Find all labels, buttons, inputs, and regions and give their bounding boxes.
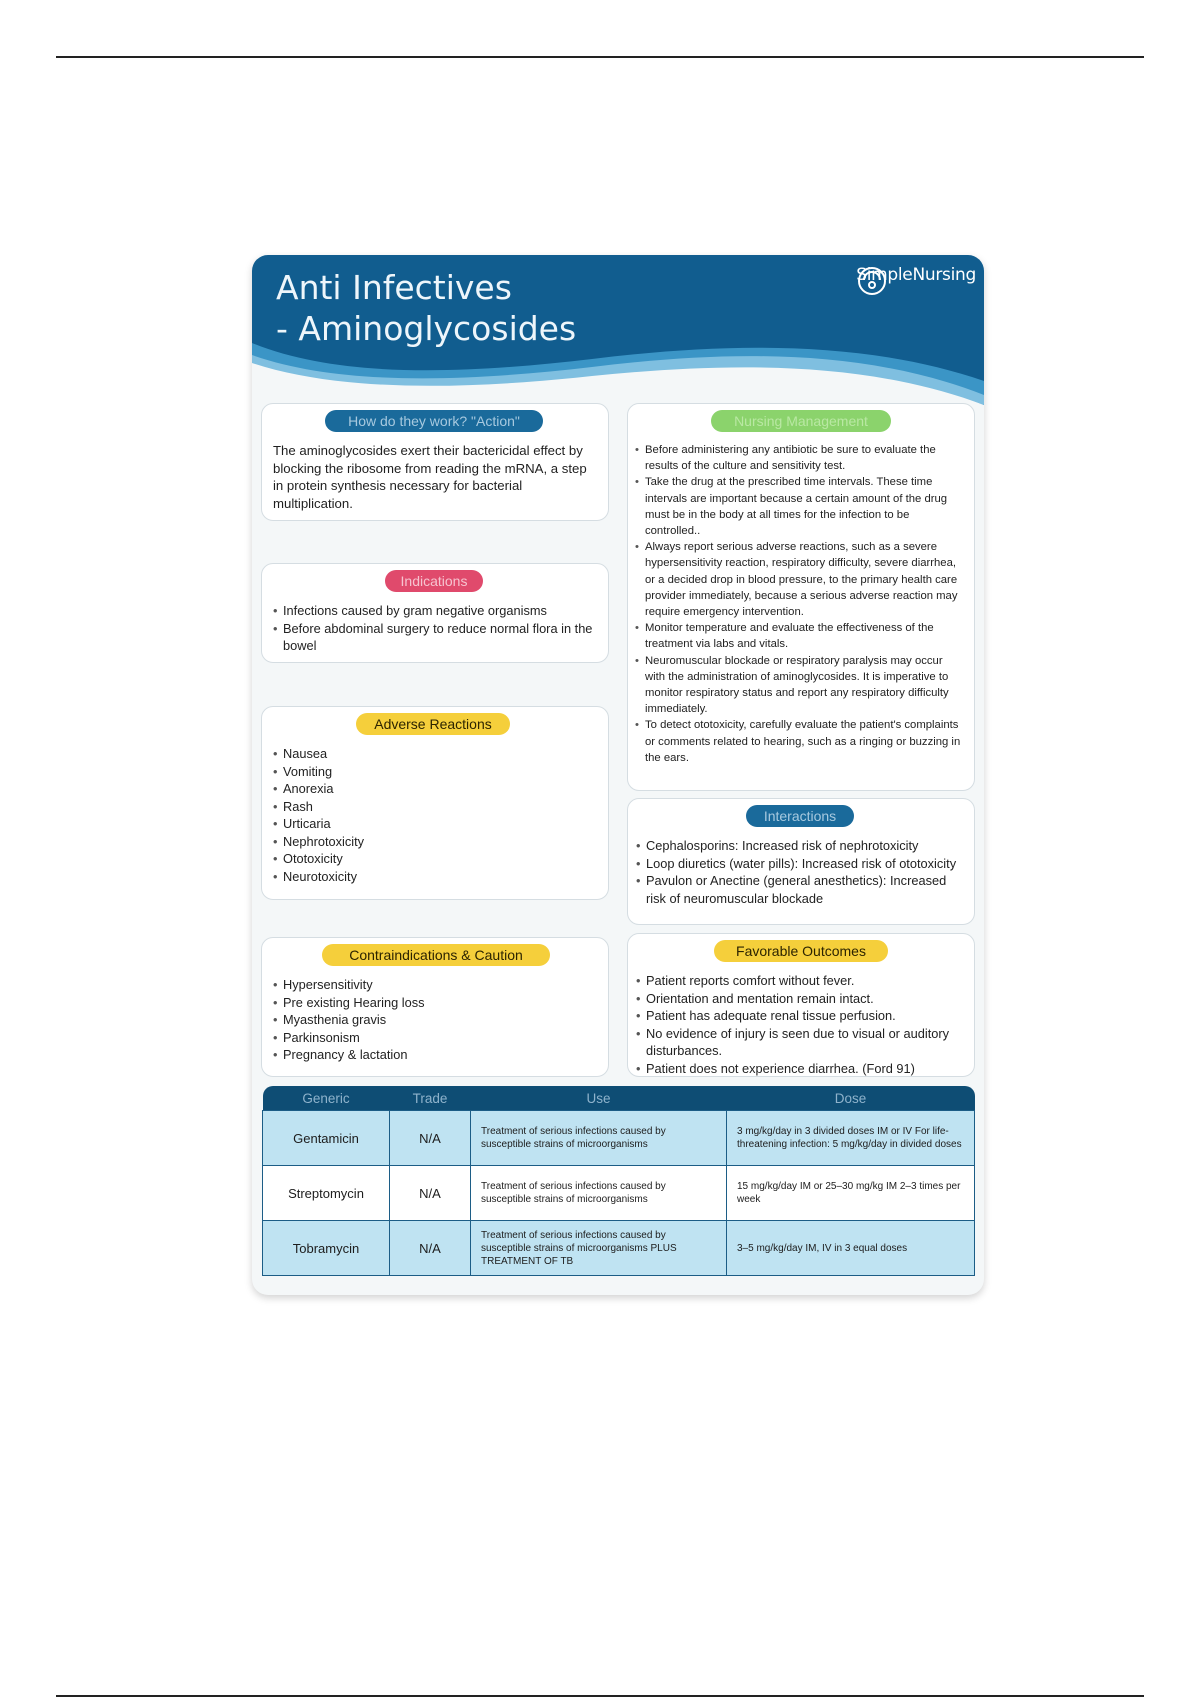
list-item: • Ototoxicity xyxy=(273,850,598,868)
dose-cell: 3 mg/kg/day in 3 divided doses IM or IV For life-threatening infection: 5 mg/kg/day in divided doses xyxy=(727,1111,975,1166)
contraindications-card xyxy=(261,937,609,1077)
column-header: Dose xyxy=(727,1086,975,1111)
list-item: • Cephalosporins: Increased risk of nephrotoxicity xyxy=(636,837,966,855)
list-item: • Pre existing Hearing loss xyxy=(273,994,598,1012)
list-item: • Monitor temperature and evaluate the effectiveness of the treatment via labs and vitals. xyxy=(635,620,965,652)
use-cell: Treatment of serious infections caused by susceptible strains of microorganisms xyxy=(471,1166,727,1221)
list-item: • No evidence of injury is seen due to visual or auditory disturbances. xyxy=(636,1025,966,1060)
table-row xyxy=(263,1111,975,1166)
list-item: • Nausea xyxy=(273,745,598,763)
page-title xyxy=(276,267,576,349)
list-item: • Patient reports comfort without fever. xyxy=(636,972,966,990)
dose-cell: 15 mg/kg/day IM or 25–30 mg/kg IM 2–3 times per week xyxy=(727,1166,975,1221)
action-card xyxy=(261,403,609,521)
contraindications-label: Contraindications & Caution xyxy=(322,944,550,966)
interactions-list xyxy=(636,837,966,907)
trade-cell: N/A xyxy=(390,1221,471,1276)
generic-cell: Streptomycin xyxy=(263,1166,390,1221)
indications-label: Indications xyxy=(385,570,483,592)
list-item: • Hypersensitivity xyxy=(273,976,598,994)
list-item: • Vomiting xyxy=(273,763,598,781)
list-item: • Nephrotoxicity xyxy=(273,833,598,851)
bottom-rule xyxy=(56,1695,1144,1697)
column-header: Generic xyxy=(263,1086,390,1111)
nursing-management-list xyxy=(635,442,965,766)
dose-cell: 3–5 mg/kg/day IM, IV in 3 equal doses xyxy=(727,1221,975,1276)
list-item: • Patient does not experience diarrhea. (Ford 91) xyxy=(636,1060,966,1078)
list-item: • Take the drug at the prescribed time intervals. These time intervals are important because a certain amount of the drug must be in the body at all times for the infection to be controlled.. xyxy=(635,474,965,539)
action-label: How do they work? "Action" xyxy=(325,410,543,432)
adverse-reactions-list xyxy=(273,745,598,885)
list-item: • Loop diuretics (water pills): Increased risk of ototoxicity xyxy=(636,855,966,873)
contraindications-list xyxy=(273,976,598,1064)
adverse-reactions-label: Adverse Reactions xyxy=(356,713,510,735)
nursing-management-label: Nursing Management xyxy=(711,410,891,432)
use-cell: Treatment of serious infections caused by susceptible strains of microorganisms PLUS TREATMENT OF TB xyxy=(471,1221,727,1276)
table-row xyxy=(263,1221,975,1276)
drug-table xyxy=(262,1086,975,1276)
title-line-2: - Aminoglycosides xyxy=(276,309,577,348)
column-header: Trade xyxy=(390,1086,471,1111)
list-item: • To detect ototoxicity, carefully evaluate the patient's complaints or comments related to hearing, such as a ringing or buzzing in the ears. xyxy=(635,717,965,766)
action-text: The aminoglycosides exert their bactericidal effect by blocking the ribosome from reading the mRNA, a step in protein synthesis necessary for bacterial multiplication. xyxy=(273,443,587,511)
table-row xyxy=(263,1166,975,1221)
list-item: • Parkinsonism xyxy=(273,1029,598,1047)
generic-cell: Tobramycin xyxy=(263,1221,390,1276)
adverse-reactions-card xyxy=(261,706,609,900)
list-item: • Anorexia xyxy=(273,780,598,798)
list-item: • Infections caused by gram negative organisms xyxy=(273,602,598,620)
list-item: • Neurotoxicity xyxy=(273,868,598,886)
title-line-1: Anti Infectives xyxy=(276,268,512,307)
favorable-outcomes-list xyxy=(636,972,966,1077)
table-header-row xyxy=(263,1086,975,1111)
brand xyxy=(856,265,976,285)
brand-logo-icon xyxy=(856,265,888,297)
interactions-label: Interactions xyxy=(746,805,854,827)
list-item: • Always report serious adverse reactions, such as a severe hypersensitivity reaction, respiratory difficulty, severe diarrhea, or a decided drop in blood pressure, to the primary health care provider immediately, because a serious adverse reaction may require emergency intervention. xyxy=(635,539,965,620)
sheet-header xyxy=(252,255,984,405)
brand-name: SimpleNursing xyxy=(856,265,976,285)
list-item: • Myasthenia gravis xyxy=(273,1011,598,1029)
trade-cell: N/A xyxy=(390,1111,471,1166)
column-header: Use xyxy=(471,1086,727,1111)
drug-sheet xyxy=(252,255,984,1295)
list-item: • Urticaria xyxy=(273,815,598,833)
list-item: • Patient has adequate renal tissue perfusion. xyxy=(636,1007,966,1025)
favorable-outcomes-label: Favorable Outcomes xyxy=(714,940,888,962)
list-item: • Before abdominal surgery to reduce normal flora in the bowel xyxy=(273,620,598,655)
indications-list xyxy=(273,602,598,655)
trade-cell: N/A xyxy=(390,1166,471,1221)
top-rule xyxy=(56,56,1144,58)
generic-cell: Gentamicin xyxy=(263,1111,390,1166)
list-item: • Neuromuscular blockade or respiratory paralysis may occur with the administration of aminoglycosides. It is imperative to monitor respiratory status and report any respiratory difficulty immediately. xyxy=(635,653,965,718)
list-item: • Before administering any antibiotic be sure to evaluate the results of the culture and sensitivity test. xyxy=(635,442,965,474)
list-item: • Rash xyxy=(273,798,598,816)
favorable-outcomes-card xyxy=(627,933,975,1077)
list-item: • Pregnancy & lactation xyxy=(273,1046,598,1064)
list-item: • Orientation and mentation remain intact. xyxy=(636,990,966,1008)
use-cell: Treatment of serious infections caused by susceptible strains of microorganisms xyxy=(471,1111,727,1166)
interactions-card xyxy=(627,798,975,925)
list-item: • Pavulon or Anectine (general anesthetics): Increased risk of neuromuscular blockade xyxy=(636,872,966,907)
indications-card xyxy=(261,563,609,663)
nursing-management-card xyxy=(627,403,975,791)
